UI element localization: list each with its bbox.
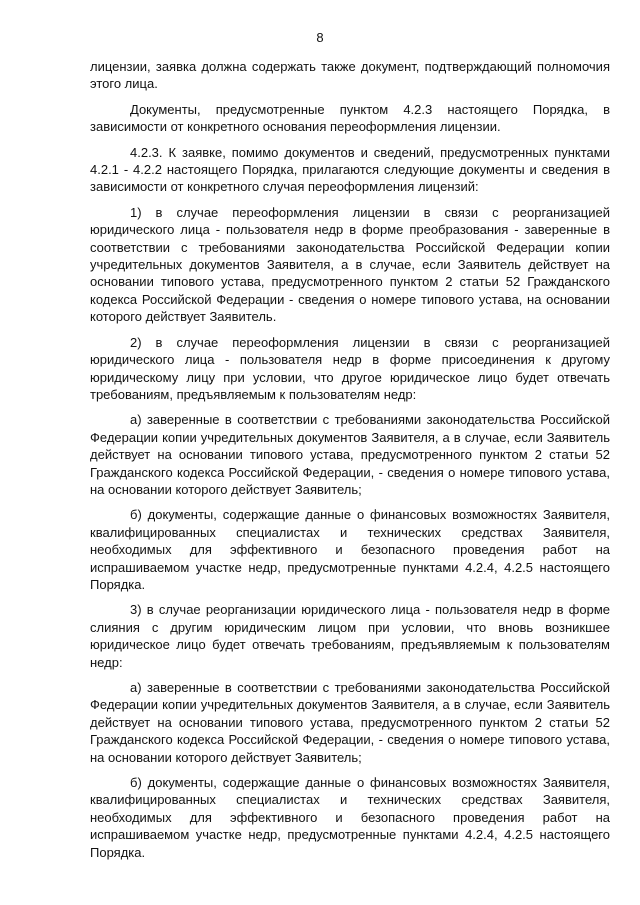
paragraph-case-1: 1) в случае переоформления лицензии в связи с реорганизацией юридического лица - пользователя недр в форме преобразования - заверенные в соответствии с требованиями законодательства Российской Федерации копии учредительных документов Заявителя, а в случае, если Заявитель действует на основании типового устава, предусмотренного пунктом 2 статьи 52 Гражданского кодекса Российской Федерации - сведения о номере типового устава, на основании которого действует Заявитель. bbox=[90, 204, 610, 325]
paragraph-case-2-b: б) документы, содержащие данные о финансовых возможностях Заявителя, квалифицированных специалистах и технических средствах Заявителя, необходимых для эффективного и безопасного проведения работ на испрашиваемом участке недр, предусмотренные пунктами 4.2.4, 4.2.5 настоящего Порядка. bbox=[90, 507, 610, 592]
paragraph-continuation: лицензии, заявка должна содержать также документ, подтверждающий полномочия этого лица. bbox=[90, 59, 610, 92]
page-number: 8 bbox=[316, 30, 324, 45]
paragraph-case-3: 3) в случае реорганизации юридического лица - пользователя недр в форме слияния с другим юридическим лицом при условии, что вновь возникшее юридическое лицо будет отвечать требованиям, предъявляемым к пользователям недр: bbox=[90, 602, 610, 670]
paragraph-case-3-a: а) заверенные в соответствии с требованиями законодательства Российской Федерации копии учредительных документов Заявителя, а в случае, если Заявитель действует на основании типового устава, предусмотренного пунктом 2 статьи 52 Гражданского кодекса Российской Федерации, - сведения о номере типового устава, на основании которого действует Заявитель; bbox=[90, 680, 610, 765]
paragraph-documents-4-2-3: Документы, предусмотренные пунктом 4.2.3 настоящего Порядка, в зависимости от конкретного основания переоформления лицензии. bbox=[90, 101, 610, 135]
paragraph-case-2: 2) в случае переоформления лицензии в связи с реорганизацией юридического лица - пользователя недр в форме присоединения к другому юридическому лицу при условии, что другое юридическое лицо будет отвечать требованиям, предъявляемым к пользователям недр: bbox=[90, 334, 610, 402]
paragraph-clause-4-2-3: 4.2.3. К заявке, помимо документов и сведений, предусмотренных пунктами 4.2.1 - 4.2.2 настоящего Порядка, прилагаются следующие документы и сведения в зависимости от конкретного случая переоформления лицензий: bbox=[90, 144, 610, 195]
paragraph-case-3-b: б) документы, содержащие данные о финансовых возможностях Заявителя, квалифицированных специалистах и технических средствах Заявителя, необходимых для эффективного и безопасного проведения работ на испрашиваемом участке недр, предусмотренные пунктами 4.2.4, 4.2.5 настоящего Порядка. bbox=[90, 775, 610, 860]
paragraph-case-2-a: а) заверенные в соответствии с требованиями законодательства Российской Федерации копии учредительных документов Заявителя, а в случае, если Заявитель действует на основании типового устава, предусмотренного пунктом 2 статьи 52 Гражданского кодекса Российской Федерации, - сведения о номере типового устава, на основании которого действует Заявитель; bbox=[90, 412, 610, 497]
document-body bbox=[90, 58, 610, 869]
